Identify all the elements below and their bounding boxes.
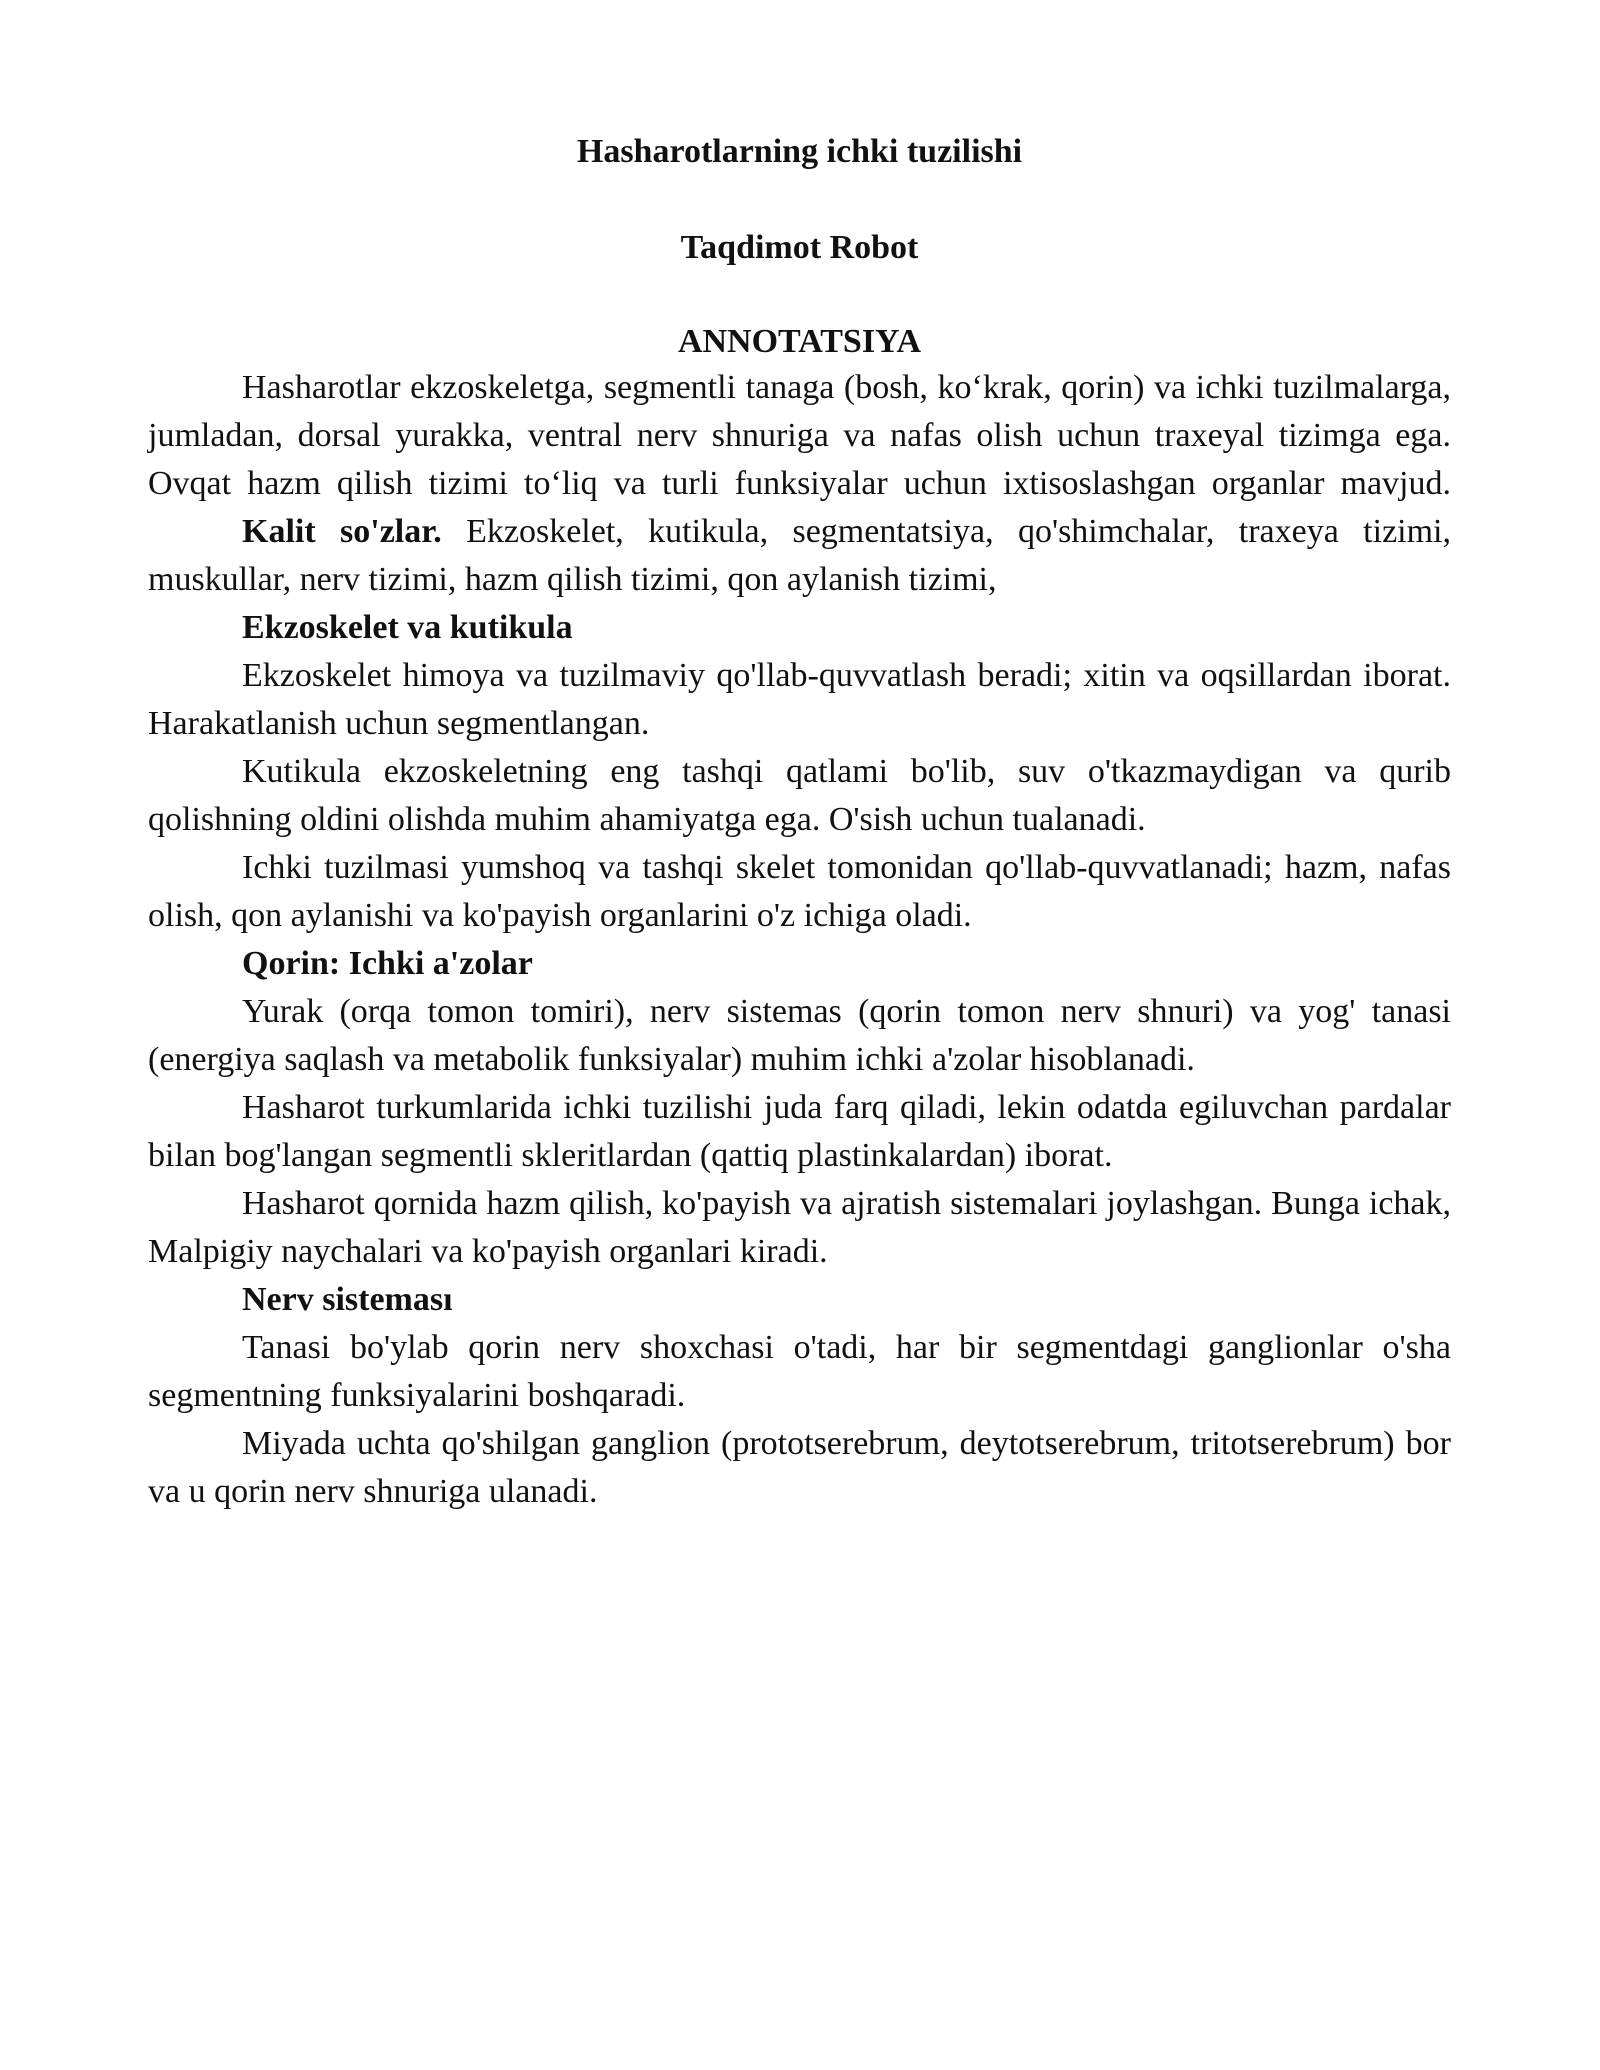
section-heading-nervous-system: Nerv sisteması xyxy=(242,1281,453,1318)
section-paragraph: Yurak (orqa tomon tomiri), nerv sistemas (qorin tomon nerv shnuri) va yog' tanasi (energiya saqlash va metabolik funksiyalar) muhim ichki a'zolar hisoblanadi. xyxy=(148,993,1451,1078)
section-paragraph: Miyada uchta qo'shilgan ganglion (prototserebrum, deytotserebrum, tritotserebrum) bor va u qorin nerv shnuriga ulanadi. xyxy=(148,1425,1451,1510)
section-paragraph: Hasharot turkumlarida ichki tuzilishi juda farq qiladi, lekin odatda egiluvchan pardalar bilan bog'langan segmentli skleritlardan (qattiq plastinkalardan) iborat. xyxy=(148,1089,1451,1174)
section-paragraph: Ekzoskelet himoya va tuzilmaviy qo'llab-quvvatlash beradi; xitin va oqsillardan iborat. Harakatlanish uchun segmentlangan. xyxy=(148,657,1451,742)
keywords-text: Ekzoskelet, kutikula, segmentatsiya, qo'shimchalar, traxeya tizimi, muskullar, nerv tizimi, hazm qilish tizimi, qon aylanish tizimi, xyxy=(148,513,1451,598)
section-paragraph: Kutikula ekzoskeletning eng tashqi qatlami bo'lib, suv o'tkazmaydigan va qurib qolishning oldini olishda muhim ahamiyatga ega. O'sish uchun tualanadi. xyxy=(148,753,1451,838)
keywords-paragraph xyxy=(148,508,1451,604)
document-page xyxy=(148,130,1451,1516)
section-paragraph: Ichki tuzilmasi yumshoq va tashqi skelet tomonidan qo'llab-quvvatlanadi; hazm, nafas olish, qon aylanishi va ko'payish organlarini o'z ichiga oladi. xyxy=(148,849,1451,934)
section-heading-abdomen: Qorin: Ichki a'zolar xyxy=(242,945,533,982)
document-title: Hasharotlarning ichki tuzilishi xyxy=(576,133,1023,170)
annotation-paragraph: Hasharotlar ekzoskeletga, segmentli tanaga (bosh, ko‘krak, qorin) va ichki tuzilmalarga, jumladan, dorsal yurakka, ventral nerv shnuriga va nafas olish uchun traxeyal tizimga ega. Ovqat hazm qilish tizimi to‘liq va turli funksiyalar uchun ixtisoslashgan organlar mavjud. xyxy=(148,369,1451,502)
section-paragraph: Hasharot qornida hazm qilish, ko'payish va ajratish sistemalari joylashgan. Bunga ichak, Malpigiy naychalari va ko'payish organlari kiradi. xyxy=(148,1185,1451,1270)
section-paragraph: Tanasi bo'ylab qorin nerv shoxchasi o'tadi, har bir segmentdagi ganglionlar o'sha segmentning funksiyalarini boshqaradi. xyxy=(148,1329,1451,1414)
document-author: Taqdimot Robot xyxy=(680,229,919,266)
annotation-heading: ANNOTATSIYA xyxy=(677,323,922,360)
keywords-label: Kalit so'zlar. xyxy=(242,513,442,550)
section-heading-exoskeleton: Ekzoskelet va kutikula xyxy=(242,609,573,646)
